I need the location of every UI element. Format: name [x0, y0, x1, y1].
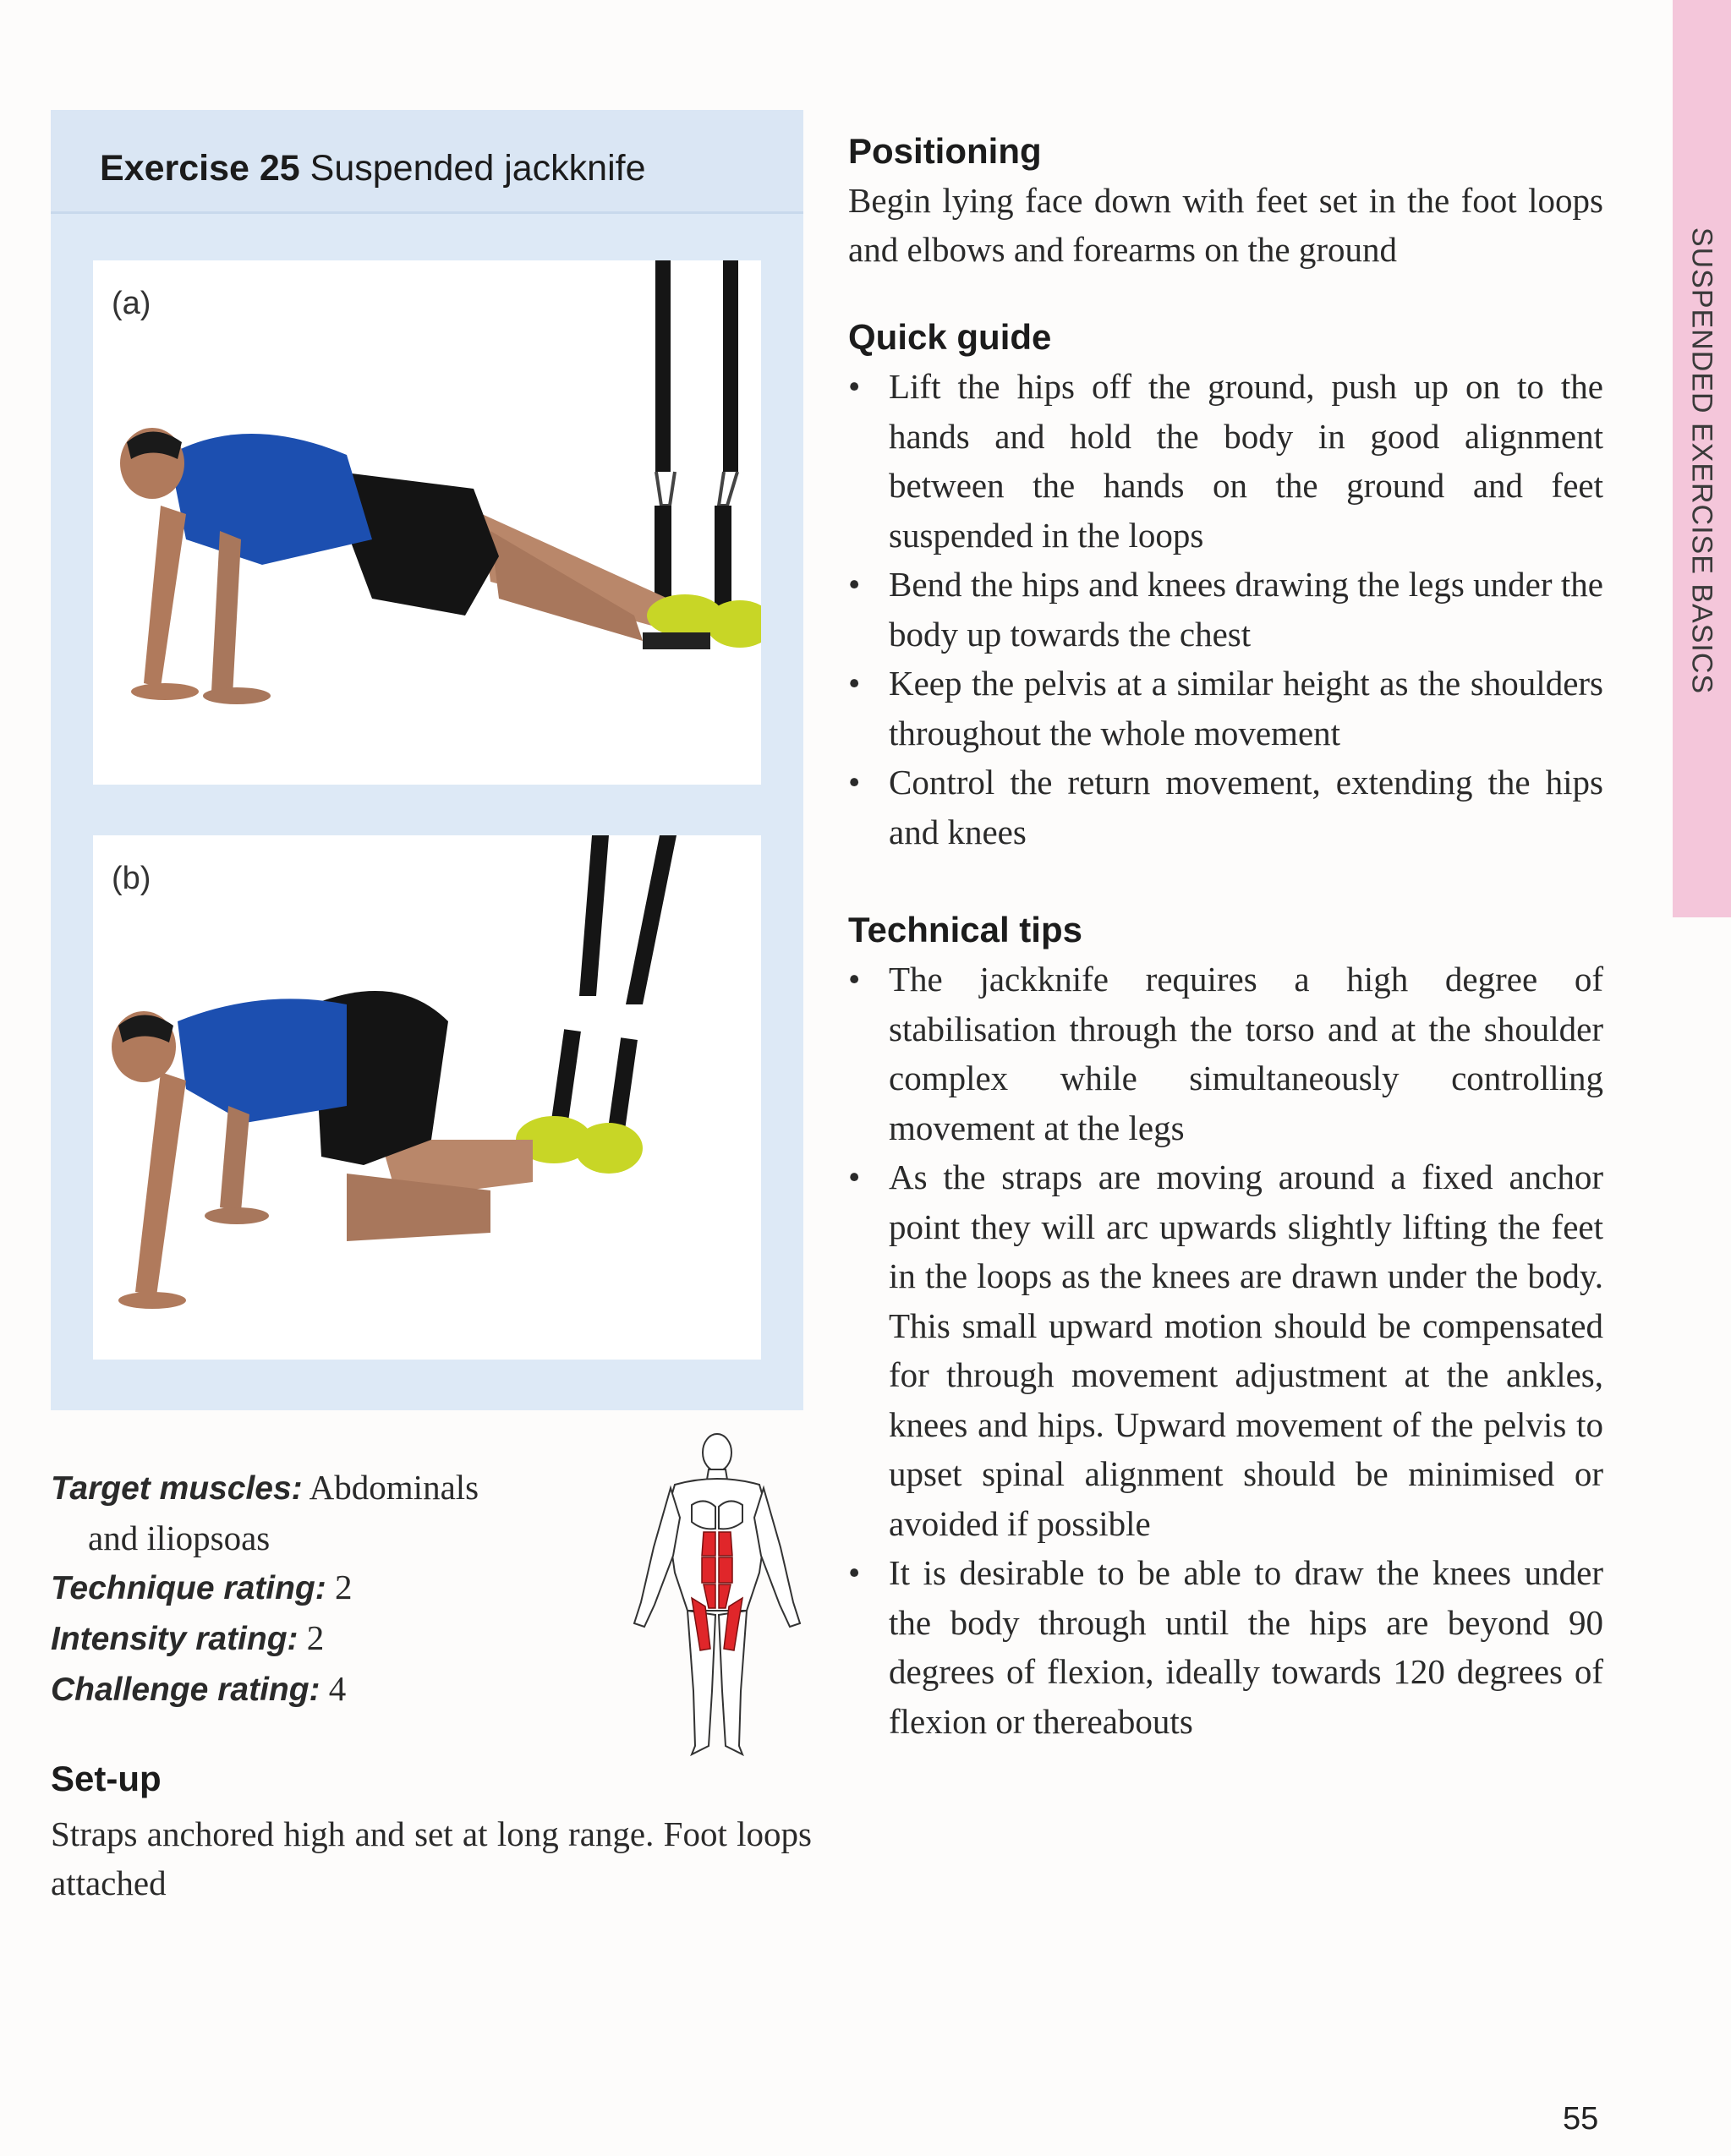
bullet-glyph: •: [848, 367, 861, 406]
page-number: 55: [1563, 2101, 1599, 2137]
target-muscles-value-continued: and iliopsoas: [88, 1519, 271, 1557]
bullet-glyph: •: [848, 664, 861, 703]
intensity-rating-row: [51, 1613, 479, 1664]
bullet-glyph: •: [848, 565, 861, 604]
quick-guide-item: [848, 758, 1603, 856]
technical-tip-item: [848, 1152, 1603, 1548]
target-muscles-row: [51, 1463, 479, 1513]
quick-guide-item: [848, 362, 1603, 560]
technique-rating-value: 2: [334, 1568, 353, 1606]
exercise-number: Exercise 25: [100, 148, 300, 189]
setup-heading: Set-up: [51, 1759, 162, 1798]
target-muscles-value: Abdominals: [309, 1468, 479, 1507]
anatomy-body-icon: [624, 1429, 810, 1767]
quick-guide-item: [848, 560, 1603, 659]
quick-guide-item-text: Lift the hips off the ground, push up on to the hands and hold the body in good alignment between the hands on the ground and feet suspended in the loops: [889, 367, 1603, 555]
technical-tips-list: [848, 955, 1603, 1746]
intensity-rating-value: 2: [306, 1618, 325, 1657]
quick-guide-list: [848, 362, 1603, 856]
photo-a-illustration: [93, 260, 761, 785]
quick-guide-item-text: Bend the hips and knees drawing the legs under the body up towards the chest: [889, 565, 1603, 654]
technical-tip-item-text: The jackknife requires a high degree of stabilisation through the torso and at the shoulder complex while simultaneously controlling movement at the legs: [889, 960, 1603, 1147]
quick-guide-item: [848, 659, 1603, 758]
technical-tip-item-text: It is desirable to be able to draw the knees under the body through until the hips are beyond 90 degrees of flexion, ideally towards 120 degrees of flexion or thereabouts: [889, 1553, 1603, 1741]
exercise-photo-a: [93, 260, 761, 785]
bullet-glyph: •: [848, 1157, 861, 1196]
instructions-column: [848, 127, 1603, 1746]
technical-tip-item: [848, 955, 1603, 1152]
technique-rating-label: Technique rating:: [51, 1570, 326, 1606]
intensity-rating-label: Intensity rating:: [51, 1621, 299, 1657]
photo-b-label: (b): [112, 861, 151, 896]
target-muscles-label: Target muscles:: [51, 1470, 303, 1507]
bullet-glyph: •: [848, 1553, 861, 1592]
challenge-rating-value: 4: [328, 1669, 347, 1708]
muscle-anatomy-figure: [624, 1429, 810, 1771]
quick-guide-heading: Quick guide: [848, 317, 1052, 357]
chapter-side-tab-label: SUSPENDED EXERCISE BASICS: [1685, 227, 1718, 695]
technical-tip-item-text: As the straps are moving around a fixed anchor point they will arc upwards slightly lifting the feet in the loops as the knees are drawn under the body. This small upward motion should be compensated for through movement adjustment at the ankles, knees and hips. Upward movement of the pelvis to upset spinal alignment should be minimised or avoided if possible: [889, 1157, 1603, 1543]
exercise-photo-b: [93, 835, 761, 1360]
technical-tip-item: [848, 1548, 1603, 1746]
technique-rating-row: [51, 1562, 479, 1613]
exercise-ratings: [51, 1463, 479, 1715]
exercise-title: [100, 148, 646, 189]
challenge-rating-row: [51, 1664, 479, 1715]
photo-a-label: (a): [112, 286, 151, 321]
photo-b-illustration: [93, 835, 761, 1360]
bullet-glyph: •: [848, 960, 861, 999]
quick-guide-item-text: Control the return movement, extending the hips and knees: [889, 763, 1603, 851]
exercise-name: Suspended jackknife: [309, 148, 646, 189]
technical-tips-heading: Technical tips: [848, 910, 1082, 949]
bullet-glyph: •: [848, 763, 861, 802]
quick-guide-item-text: Keep the pelvis at a similar height as the shoulders throughout the whole movement: [889, 664, 1603, 752]
setup-text: Straps anchored high and set at long range. Foot loops attached: [51, 1814, 812, 1902]
positioning-text: Begin lying face down with feet set in the foot loops and elbows and forearms on the ground: [848, 181, 1603, 269]
challenge-rating-label: Challenge rating:: [51, 1672, 320, 1708]
positioning-heading: Positioning: [848, 131, 1042, 171]
